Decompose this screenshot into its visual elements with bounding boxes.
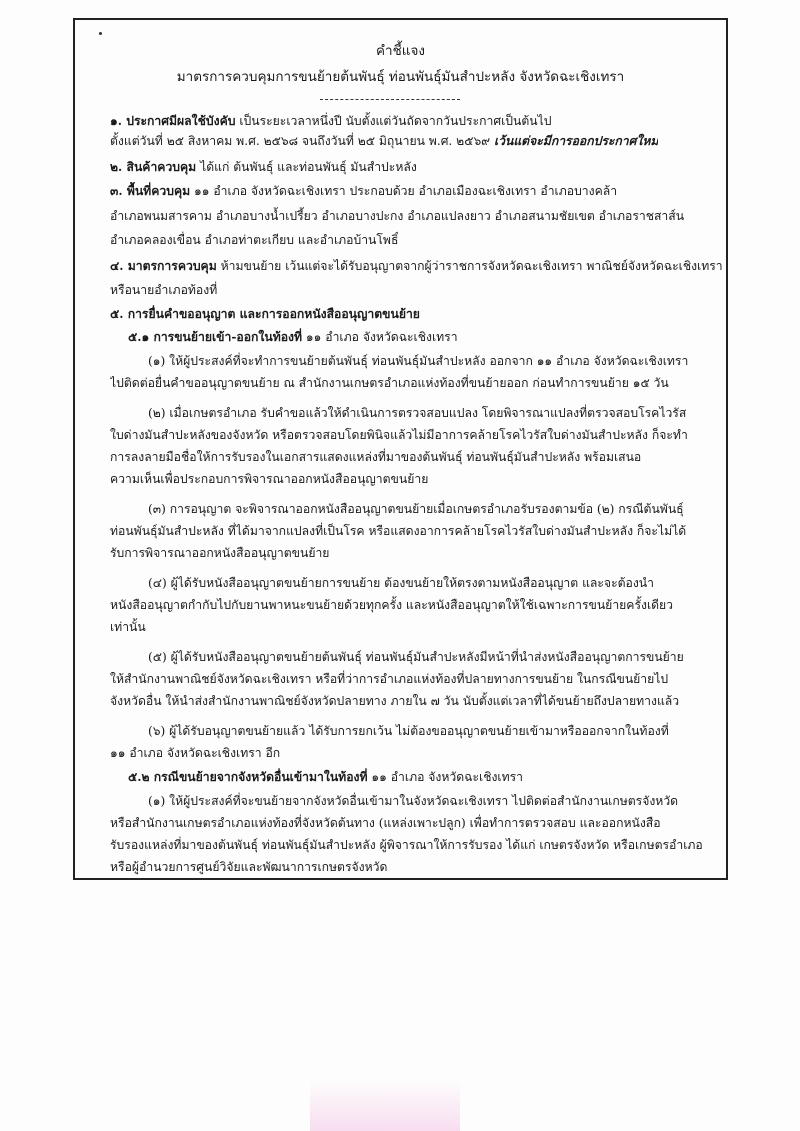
- section-2: [110, 158, 417, 176]
- section-3-heading: ๓. พื้นที่ควบคุม: [110, 184, 191, 198]
- section-1-dates: ตั้งแต่วันที่ ๒๕ สิงหาคม พ.ศ. ๒๕๖๘ จนถึงวันที่ ๒๕ มิถุนายน พ.ศ. ๒๕๖๙: [110, 134, 494, 148]
- item-6-line2: ๑๑ อำเภอ จังหวัดฉะเชิงเทรา อีก: [110, 746, 281, 760]
- section-1-text: เป็นระยะเวลาหนึ่งปี นับตั้งแต่วันถัดจากวันประกาศเป็นต้นไป: [235, 114, 552, 128]
- section-4-heading: ๔. มาตรการควบคุม: [110, 259, 217, 273]
- item-2-line3: การลงลายมือชื่อให้การรับรองในเอกสารแสดงแหล่งที่มาของต้นพันธุ์ ท่อนพันธุ์มันสำปะหลัง พร้อมเสนอ: [110, 450, 642, 464]
- document-title: คำชี้แจง: [376, 43, 425, 59]
- item-5-line2: ให้สำนักงานพาณิชย์จังหวัดฉะเชิงเทรา หรือที่ว่าการอำเภอแห่งท้องที่ปลายทางการขนย้าย ในกรณีขนย้ายไป: [110, 672, 669, 686]
- section-2-text: ได้แก่ ต้นพันธุ์ และท่อนพันธุ์ มันสำปะหลัง: [196, 160, 417, 174]
- section-3-text: ๑๑ อำเภอ จังหวัดฉะเชิงเทรา ประกอบด้วย อำเภอเมืองฉะเชิงเทรา อำเภอบางคล้า: [190, 184, 618, 198]
- section-5-1-heading: ๕.๑ การขนย้ายเข้า-ออกในท้องที่: [128, 330, 303, 344]
- item-52-1-line4: หรือผู้อำนวยการศูนย์วิจัยและพัฒนาการเกษตรจังหวัด: [110, 860, 388, 874]
- item-52-1-line3: รับรองแหล่งที่มาของต้นพันธุ์ ท่อนพันธุ์มันสำปะหลัง ผู้พิจารณาให้การรับรอง ได้แก่ เกษตรจังหวัด หรือเกษตรอำเภอ: [110, 838, 703, 852]
- section-3-line3: อำเภอคลองเขื่อน อำเภอท่าตะเกียบ และอำเภอบ้านโพธิ์: [110, 233, 399, 247]
- item-2-line2: ใบด่างมันสำปะหลังของจังหวัด หรือตรวจสอบโดยพินิจแล้วไม่มีอาการคล้ายโรคไวรัสใบด่างมันสำปะหลัง ก็จะทำ: [110, 428, 688, 442]
- section-4-text: ห้ามขนย้าย เว้นแต่จะได้รับอนุญาตจากผู้ว่าราชการจังหวัดฉะเชิงเทรา พาณิชย์จังหวัดฉะเชิงเทรา: [216, 259, 723, 273]
- item-52-1-line2: หรือสำนักงานเกษตรอำเภอแห่งท้องที่จังหวัดต้นทาง (แหล่งเพาะปลูก) เพื่อทำการตรวจสอบ และออกหนังสือ: [110, 816, 661, 830]
- item-4-line2: หนังสืออนุญาตกำกับไปกับยานพาหนะขนย้ายด้วยทุกครั้ง และหนังสืออนุญาตให้ใช้เฉพาะการขนย้ายครั้งเดียว: [110, 598, 674, 612]
- section-4: [110, 257, 723, 275]
- section-5-2: [128, 768, 523, 786]
- title-divider: [320, 99, 460, 100]
- scan-color-smudge: [310, 1080, 460, 1131]
- section-5-1: [128, 328, 458, 346]
- section-1-emphasis: เว้นแต่จะมีการออกประกาศใหม่: [493, 134, 659, 148]
- item-1-line1: (๑) ให้ผู้ประสงค์ที่จะทำการขนย้ายต้นพันธุ์ ท่อนพันธุ์มันสำปะหลัง ออกจาก ๑๑ อำเภอ จังหวัดฉะเชิงเทรา: [148, 354, 689, 368]
- item-3-line1: (๓) การอนุญาต จะพิจารณาออกหนังสืออนุญาตขนย้ายเมื่อเกษตรอำเภอรับรองตามข้อ (๒) กรณีต้นพันธุ์: [148, 502, 684, 516]
- item-2-line1: (๒) เมื่อเกษตรอำเภอ รับคำขอแล้วให้ดำเนินการตรวจสอบแปลง โดยพิจารณาแปลงที่ตรวจสอบโรคไวรัส: [148, 406, 687, 420]
- item-5-line3: จังหวัดอื่น ให้นำส่งสำนักงานพาณิชย์จังหวัดปลายทาง ภายใน ๗ วัน นับตั้งแต่เวลาที่ได้ขนย้ายถึงปลายทางแล้ว: [110, 694, 680, 708]
- document-subtitle: มาตรการควบคุมการขนย้ายต้นพันธุ์ ท่อนพันธุ์มันสำปะหลัง จังหวัดฉะเชิงเทรา: [176, 69, 625, 85]
- section-5-heading: ๕. การยื่นคำขออนุญาต และการออกหนังสืออนุญาตขนย้าย: [110, 307, 420, 321]
- item-6-line1: (๖) ผู้ได้รับอนุญาตขนย้ายแล้ว ได้รับการยกเว้น ไม่ต้องขออนุญาตขนย้ายเข้ามาหรือออกจากในท้องที่: [148, 724, 669, 738]
- item-2-line4: ความเห็นเพื่อประกอบการพิจารณาออกหนังสืออนุญาตขนย้าย: [110, 472, 429, 486]
- section-1-heading: ๑. ประกาศมีผลใช้บังคับ: [110, 114, 236, 128]
- item-1-line2: ไปติดต่อยื่นคำขออนุญาตขนย้าย ณ สำนักงานเกษตรอำเภอแห่งท้องที่ขนย้ายออก ก่อนทำการขนย้าย ๑๕ วัน: [110, 376, 669, 390]
- item-4-line3: เท่านั้น: [110, 620, 146, 634]
- section-5-2-heading: ๕.๒ กรณีขนย้ายจากจังหวัดอื่นเข้ามาในท้องที่: [128, 770, 368, 784]
- section-5-1-text: ๑๑ อำเภอ จังหวัดฉะเชิงเทรา: [302, 330, 458, 344]
- item-5-line1: (๕) ผู้ได้รับหนังสืออนุญาตขนย้ายต้นพันธุ์ ท่อนพันธุ์มันสำปะหลังมีหน้าที่นำส่งหนังสืออนุญาตการขนย้าย: [148, 650, 684, 664]
- section-1: [110, 112, 551, 130]
- section-3-line2: อำเภอพนมสารคาม อำเภอบางน้ำเปรี้ยว อำเภอบางปะกง อำเภอแปลงยาว อำเภอสนามชัยเขต อำเภอราชสาส์น: [110, 209, 685, 223]
- section-3: [110, 182, 617, 200]
- item-3-line2: ท่อนพันธุ์มันสำปะหลัง ที่ได้มาจากแปลงที่เป็นโรค หรือแสดงอาการคล้ายโรคไวรัสใบด่างมันสำปะหลัง ก็จะไม่ได้: [110, 524, 687, 538]
- section-4-line2: หรือนายอำเภอท้องที่: [110, 283, 218, 297]
- section-5-2-text: ๑๑ อำเภอ จังหวัดฉะเชิงเทรา: [367, 770, 524, 784]
- item-4-line1: (๔) ผู้ได้รับหนังสืออนุญาตขนย้ายการขนย้าย ต้องขนย้ายให้ตรงตามหนังสืออนุญาต และจะต้องนำ: [148, 576, 654, 590]
- section-2-heading: ๒. สินค้าควบคุม: [110, 160, 197, 174]
- item-3-line3: รับการพิจารณาออกหนังสืออนุญาตขนย้าย: [110, 546, 330, 560]
- speck-mark: [99, 32, 102, 35]
- section-1-line2: [110, 132, 658, 150]
- item-52-1-line1: (๑) ให้ผู้ประสงค์ที่จะขนย้ายจากจังหวัดอื่นเข้ามาในจังหวัดฉะเชิงเทรา ไปติดต่อสำนักงานเกษตรจังหวัด: [148, 794, 679, 808]
